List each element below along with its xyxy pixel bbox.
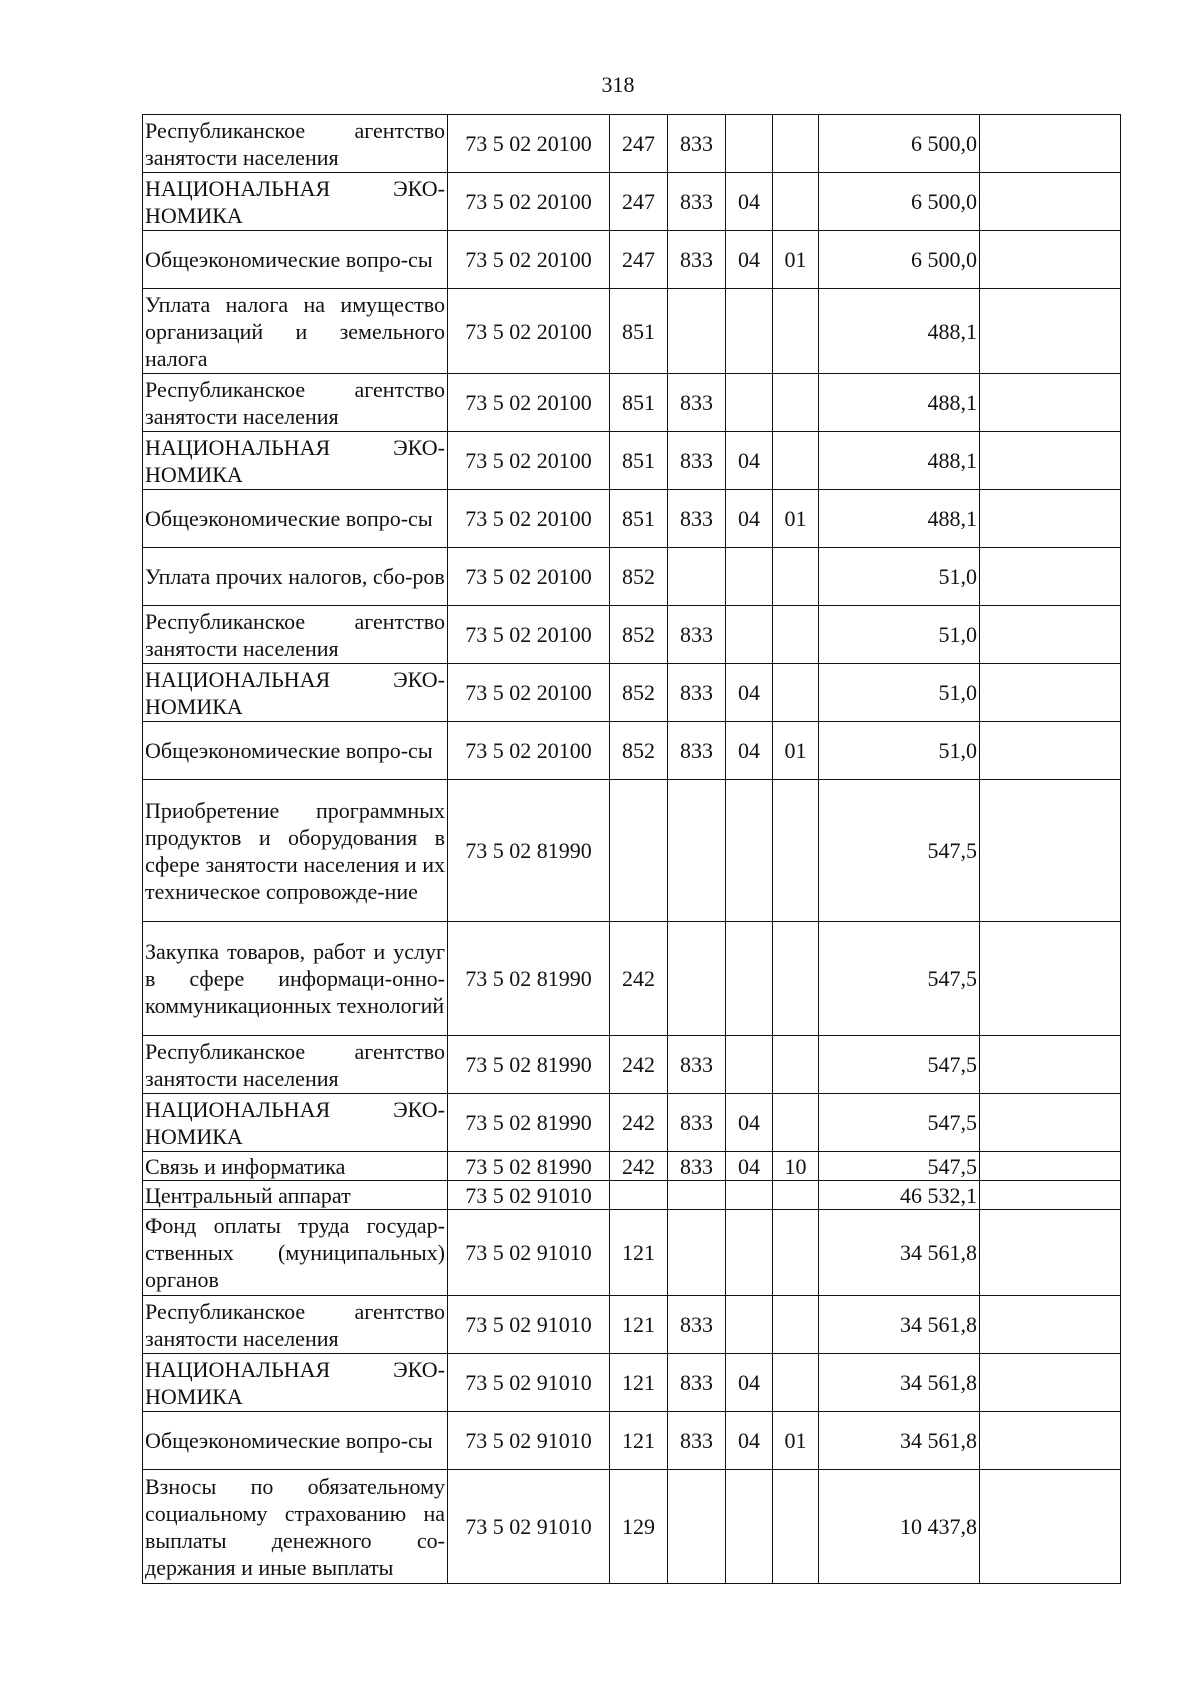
row-vr-cell: 247 bbox=[610, 115, 668, 173]
row-ved-cell: 833 bbox=[668, 115, 726, 173]
row-rz-cell bbox=[726, 922, 773, 1036]
row-vr-cell: 121 bbox=[610, 1210, 668, 1296]
row-code-cell: 73 5 02 81990 bbox=[448, 922, 610, 1036]
row-ved-cell bbox=[668, 289, 726, 374]
row-rz-cell bbox=[726, 606, 773, 664]
row-vr-cell: 242 bbox=[610, 1094, 668, 1152]
row-rz-cell: 04 bbox=[726, 664, 773, 722]
row-pr-cell bbox=[773, 1354, 819, 1412]
table-row bbox=[143, 722, 1121, 780]
row-code-cell: 73 5 02 81990 bbox=[448, 1036, 610, 1094]
row-code-cell: 73 5 02 20100 bbox=[448, 374, 610, 432]
row-vr-cell: 247 bbox=[610, 231, 668, 289]
row-ved-cell: 833 bbox=[668, 173, 726, 231]
row-rz-cell: 04 bbox=[726, 490, 773, 548]
row-code-cell: 73 5 02 91010 bbox=[448, 1412, 610, 1470]
row-ved-cell: 833 bbox=[668, 432, 726, 490]
row-rz-cell: 04 bbox=[726, 432, 773, 490]
row-extra-cell bbox=[980, 490, 1121, 548]
row-pr-cell bbox=[773, 374, 819, 432]
row-pr-cell bbox=[773, 115, 819, 173]
row-extra-cell bbox=[980, 173, 1121, 231]
row-pr-cell bbox=[773, 606, 819, 664]
row-name-cell: НАЦИОНАЛЬНАЯ ЭКО-НОМИКА bbox=[143, 432, 448, 490]
row-code-cell: 73 5 02 20100 bbox=[448, 606, 610, 664]
table-row bbox=[143, 1354, 1121, 1412]
row-ved-cell: 833 bbox=[668, 606, 726, 664]
row-name-cell: НАЦИОНАЛЬНАЯ ЭКО-НОМИКА bbox=[143, 1354, 448, 1412]
row-code-cell: 73 5 02 20100 bbox=[448, 722, 610, 780]
row-name-cell: Общеэкономические вопро-сы bbox=[143, 490, 448, 548]
row-amount-cell: 547,5 bbox=[819, 1094, 980, 1152]
row-code-cell: 73 5 02 91010 bbox=[448, 1470, 610, 1584]
row-amount-cell: 6 500,0 bbox=[819, 173, 980, 231]
row-pr-cell: 01 bbox=[773, 722, 819, 780]
row-code-cell: 73 5 02 81990 bbox=[448, 1152, 610, 1181]
row-extra-cell bbox=[980, 606, 1121, 664]
row-rz-cell bbox=[726, 289, 773, 374]
row-code-cell: 73 5 02 91010 bbox=[448, 1181, 610, 1210]
row-rz-cell bbox=[726, 374, 773, 432]
table-row bbox=[143, 490, 1121, 548]
row-ved-cell bbox=[668, 1210, 726, 1296]
row-vr-cell: 852 bbox=[610, 664, 668, 722]
table-row bbox=[143, 173, 1121, 231]
row-vr-cell: 121 bbox=[610, 1296, 668, 1354]
row-vr-cell: 852 bbox=[610, 548, 668, 606]
table-body bbox=[143, 115, 1121, 1584]
row-amount-cell: 547,5 bbox=[819, 780, 980, 922]
row-extra-cell bbox=[980, 289, 1121, 374]
row-pr-cell bbox=[773, 1094, 819, 1152]
row-extra-cell bbox=[980, 1036, 1121, 1094]
row-name-cell: Республиканское агентство занятости населения bbox=[143, 1296, 448, 1354]
row-pr-cell bbox=[773, 1296, 819, 1354]
table-row bbox=[143, 374, 1121, 432]
row-rz-cell bbox=[726, 548, 773, 606]
row-ved-cell: 833 bbox=[668, 1296, 726, 1354]
row-vr-cell: 242 bbox=[610, 1036, 668, 1094]
row-code-cell: 73 5 02 20100 bbox=[448, 289, 610, 374]
row-amount-cell: 6 500,0 bbox=[819, 231, 980, 289]
row-rz-cell: 04 bbox=[726, 1354, 773, 1412]
row-vr-cell: 242 bbox=[610, 1152, 668, 1181]
row-name-cell: Фонд оплаты труда государ-ственных (муниципальных) органов bbox=[143, 1210, 448, 1296]
table-row bbox=[143, 922, 1121, 1036]
row-ved-cell bbox=[668, 1470, 726, 1584]
row-pr-cell bbox=[773, 173, 819, 231]
row-extra-cell bbox=[980, 922, 1121, 1036]
row-extra-cell bbox=[980, 1470, 1121, 1584]
row-vr-cell: 121 bbox=[610, 1354, 668, 1412]
row-pr-cell bbox=[773, 1210, 819, 1296]
row-amount-cell: 488,1 bbox=[819, 289, 980, 374]
row-extra-cell bbox=[980, 780, 1121, 922]
row-rz-cell bbox=[726, 780, 773, 922]
row-extra-cell bbox=[980, 1181, 1121, 1210]
row-rz-cell bbox=[726, 1296, 773, 1354]
row-name-cell: НАЦИОНАЛЬНАЯ ЭКО-НОМИКА bbox=[143, 664, 448, 722]
row-rz-cell bbox=[726, 1036, 773, 1094]
row-pr-cell bbox=[773, 432, 819, 490]
row-amount-cell: 46 532,1 bbox=[819, 1181, 980, 1210]
table-row bbox=[143, 289, 1121, 374]
row-name-cell: НАЦИОНАЛЬНАЯ ЭКО-НОМИКА bbox=[143, 1094, 448, 1152]
row-extra-cell bbox=[980, 1210, 1121, 1296]
row-name-cell: Республиканское агентство занятости населения bbox=[143, 115, 448, 173]
row-amount-cell: 34 561,8 bbox=[819, 1354, 980, 1412]
table-row bbox=[143, 1470, 1121, 1584]
row-ved-cell bbox=[668, 922, 726, 1036]
row-vr-cell: 129 bbox=[610, 1470, 668, 1584]
row-ved-cell bbox=[668, 548, 726, 606]
row-vr-cell: 851 bbox=[610, 490, 668, 548]
row-code-cell: 73 5 02 91010 bbox=[448, 1210, 610, 1296]
table-row bbox=[143, 1094, 1121, 1152]
row-rz-cell: 04 bbox=[726, 1152, 773, 1181]
row-code-cell: 73 5 02 20100 bbox=[448, 115, 610, 173]
row-amount-cell: 34 561,8 bbox=[819, 1412, 980, 1470]
row-extra-cell bbox=[980, 1354, 1121, 1412]
row-amount-cell: 51,0 bbox=[819, 548, 980, 606]
row-rz-cell bbox=[726, 1181, 773, 1210]
row-pr-cell: 10 bbox=[773, 1152, 819, 1181]
table-row bbox=[143, 548, 1121, 606]
row-rz-cell: 04 bbox=[726, 1094, 773, 1152]
row-extra-cell bbox=[980, 722, 1121, 780]
row-pr-cell bbox=[773, 548, 819, 606]
row-name-cell: Общеэкономические вопро-сы bbox=[143, 231, 448, 289]
table-row bbox=[143, 432, 1121, 490]
row-extra-cell bbox=[980, 432, 1121, 490]
row-extra-cell bbox=[980, 1296, 1121, 1354]
row-rz-cell: 04 bbox=[726, 173, 773, 231]
row-ved-cell bbox=[668, 780, 726, 922]
row-extra-cell bbox=[980, 1094, 1121, 1152]
row-rz-cell bbox=[726, 115, 773, 173]
row-pr-cell bbox=[773, 922, 819, 1036]
row-pr-cell: 01 bbox=[773, 231, 819, 289]
row-amount-cell: 6 500,0 bbox=[819, 115, 980, 173]
row-amount-cell: 488,1 bbox=[819, 490, 980, 548]
row-amount-cell: 51,0 bbox=[819, 722, 980, 780]
row-code-cell: 73 5 02 20100 bbox=[448, 432, 610, 490]
table-row bbox=[143, 231, 1121, 289]
table-row bbox=[143, 606, 1121, 664]
row-code-cell: 73 5 02 20100 bbox=[448, 490, 610, 548]
row-rz-cell: 04 bbox=[726, 722, 773, 780]
row-vr-cell: 121 bbox=[610, 1412, 668, 1470]
row-name-cell: Республиканское агентство занятости населения bbox=[143, 374, 448, 432]
row-ved-cell: 833 bbox=[668, 1412, 726, 1470]
row-amount-cell: 488,1 bbox=[819, 432, 980, 490]
row-amount-cell: 547,5 bbox=[819, 1036, 980, 1094]
row-amount-cell: 488,1 bbox=[819, 374, 980, 432]
row-code-cell: 73 5 02 20100 bbox=[448, 231, 610, 289]
row-name-cell: Связь и информатика bbox=[143, 1152, 448, 1181]
table-row bbox=[143, 1296, 1121, 1354]
row-code-cell: 73 5 02 91010 bbox=[448, 1354, 610, 1412]
page-number: 318 bbox=[601, 72, 635, 97]
row-name-cell: Общеэкономические вопро-сы bbox=[143, 1412, 448, 1470]
table-row bbox=[143, 1036, 1121, 1094]
row-code-cell: 73 5 02 20100 bbox=[448, 664, 610, 722]
row-pr-cell bbox=[773, 780, 819, 922]
row-pr-cell bbox=[773, 289, 819, 374]
row-amount-cell: 547,5 bbox=[819, 922, 980, 1036]
row-code-cell: 73 5 02 20100 bbox=[448, 173, 610, 231]
row-amount-cell: 51,0 bbox=[819, 606, 980, 664]
row-vr-cell: 851 bbox=[610, 374, 668, 432]
table-row bbox=[143, 115, 1121, 173]
row-name-cell: Взносы по обязательному социальному страхованию на выплаты денежного со-держания и иные выплаты bbox=[143, 1470, 448, 1584]
budget-table bbox=[142, 114, 1121, 1584]
row-pr-cell bbox=[773, 1036, 819, 1094]
row-name-cell: Приобретение программных продуктов и оборудования в сфере занятости населения и их техническое сопровожде-ние bbox=[143, 780, 448, 922]
row-vr-cell: 242 bbox=[610, 922, 668, 1036]
row-extra-cell bbox=[980, 1152, 1121, 1181]
row-pr-cell: 01 bbox=[773, 490, 819, 548]
row-name-cell: Республиканское агентство занятости населения bbox=[143, 606, 448, 664]
row-extra-cell bbox=[980, 231, 1121, 289]
row-vr-cell bbox=[610, 780, 668, 922]
row-ved-cell: 833 bbox=[668, 664, 726, 722]
row-name-cell: Уплата прочих налогов, сбо-ров bbox=[143, 548, 448, 606]
row-ved-cell: 833 bbox=[668, 231, 726, 289]
row-pr-cell: 01 bbox=[773, 1412, 819, 1470]
row-amount-cell: 34 561,8 bbox=[819, 1296, 980, 1354]
row-ved-cell: 833 bbox=[668, 1354, 726, 1412]
row-amount-cell: 34 561,8 bbox=[819, 1210, 980, 1296]
row-name-cell: Республиканское агентство занятости населения bbox=[143, 1036, 448, 1094]
row-ved-cell: 833 bbox=[668, 1152, 726, 1181]
row-name-cell: Уплата налога на имущество организаций и земельного налога bbox=[143, 289, 448, 374]
row-ved-cell: 833 bbox=[668, 1094, 726, 1152]
table-row bbox=[143, 1210, 1121, 1296]
row-ved-cell: 833 bbox=[668, 1036, 726, 1094]
row-extra-cell bbox=[980, 548, 1121, 606]
row-amount-cell: 51,0 bbox=[819, 664, 980, 722]
row-extra-cell bbox=[980, 115, 1121, 173]
row-extra-cell bbox=[980, 1412, 1121, 1470]
row-code-cell: 73 5 02 81990 bbox=[448, 1094, 610, 1152]
row-pr-cell bbox=[773, 1470, 819, 1584]
row-rz-cell: 04 bbox=[726, 1412, 773, 1470]
row-name-cell: Закупка товаров, работ и услуг в сфере информаци-онно-коммуникационных технологий bbox=[143, 922, 448, 1036]
table-row bbox=[143, 664, 1121, 722]
row-ved-cell: 833 bbox=[668, 374, 726, 432]
row-ved-cell: 833 bbox=[668, 490, 726, 548]
row-vr-cell: 852 bbox=[610, 722, 668, 780]
row-pr-cell bbox=[773, 664, 819, 722]
row-code-cell: 73 5 02 20100 bbox=[448, 548, 610, 606]
row-extra-cell bbox=[980, 664, 1121, 722]
table-row bbox=[143, 780, 1121, 922]
row-rz-cell bbox=[726, 1210, 773, 1296]
row-vr-cell: 851 bbox=[610, 432, 668, 490]
row-pr-cell bbox=[773, 1181, 819, 1210]
row-vr-cell: 852 bbox=[610, 606, 668, 664]
table-row bbox=[143, 1181, 1121, 1210]
row-amount-cell: 10 437,8 bbox=[819, 1470, 980, 1584]
row-code-cell: 73 5 02 81990 bbox=[448, 780, 610, 922]
row-vr-cell bbox=[610, 1181, 668, 1210]
row-rz-cell bbox=[726, 1470, 773, 1584]
row-vr-cell: 247 bbox=[610, 173, 668, 231]
row-name-cell: НАЦИОНАЛЬНАЯ ЭКО-НОМИКА bbox=[143, 173, 448, 231]
row-rz-cell: 04 bbox=[726, 231, 773, 289]
row-vr-cell: 851 bbox=[610, 289, 668, 374]
table-row bbox=[143, 1412, 1121, 1470]
row-extra-cell bbox=[980, 374, 1121, 432]
row-name-cell: Общеэкономические вопро-сы bbox=[143, 722, 448, 780]
table-row bbox=[143, 1152, 1121, 1181]
row-ved-cell: 833 bbox=[668, 722, 726, 780]
row-amount-cell: 547,5 bbox=[819, 1152, 980, 1181]
row-code-cell: 73 5 02 91010 bbox=[448, 1296, 610, 1354]
row-ved-cell bbox=[668, 1181, 726, 1210]
row-name-cell: Центральный аппарат bbox=[143, 1181, 448, 1210]
